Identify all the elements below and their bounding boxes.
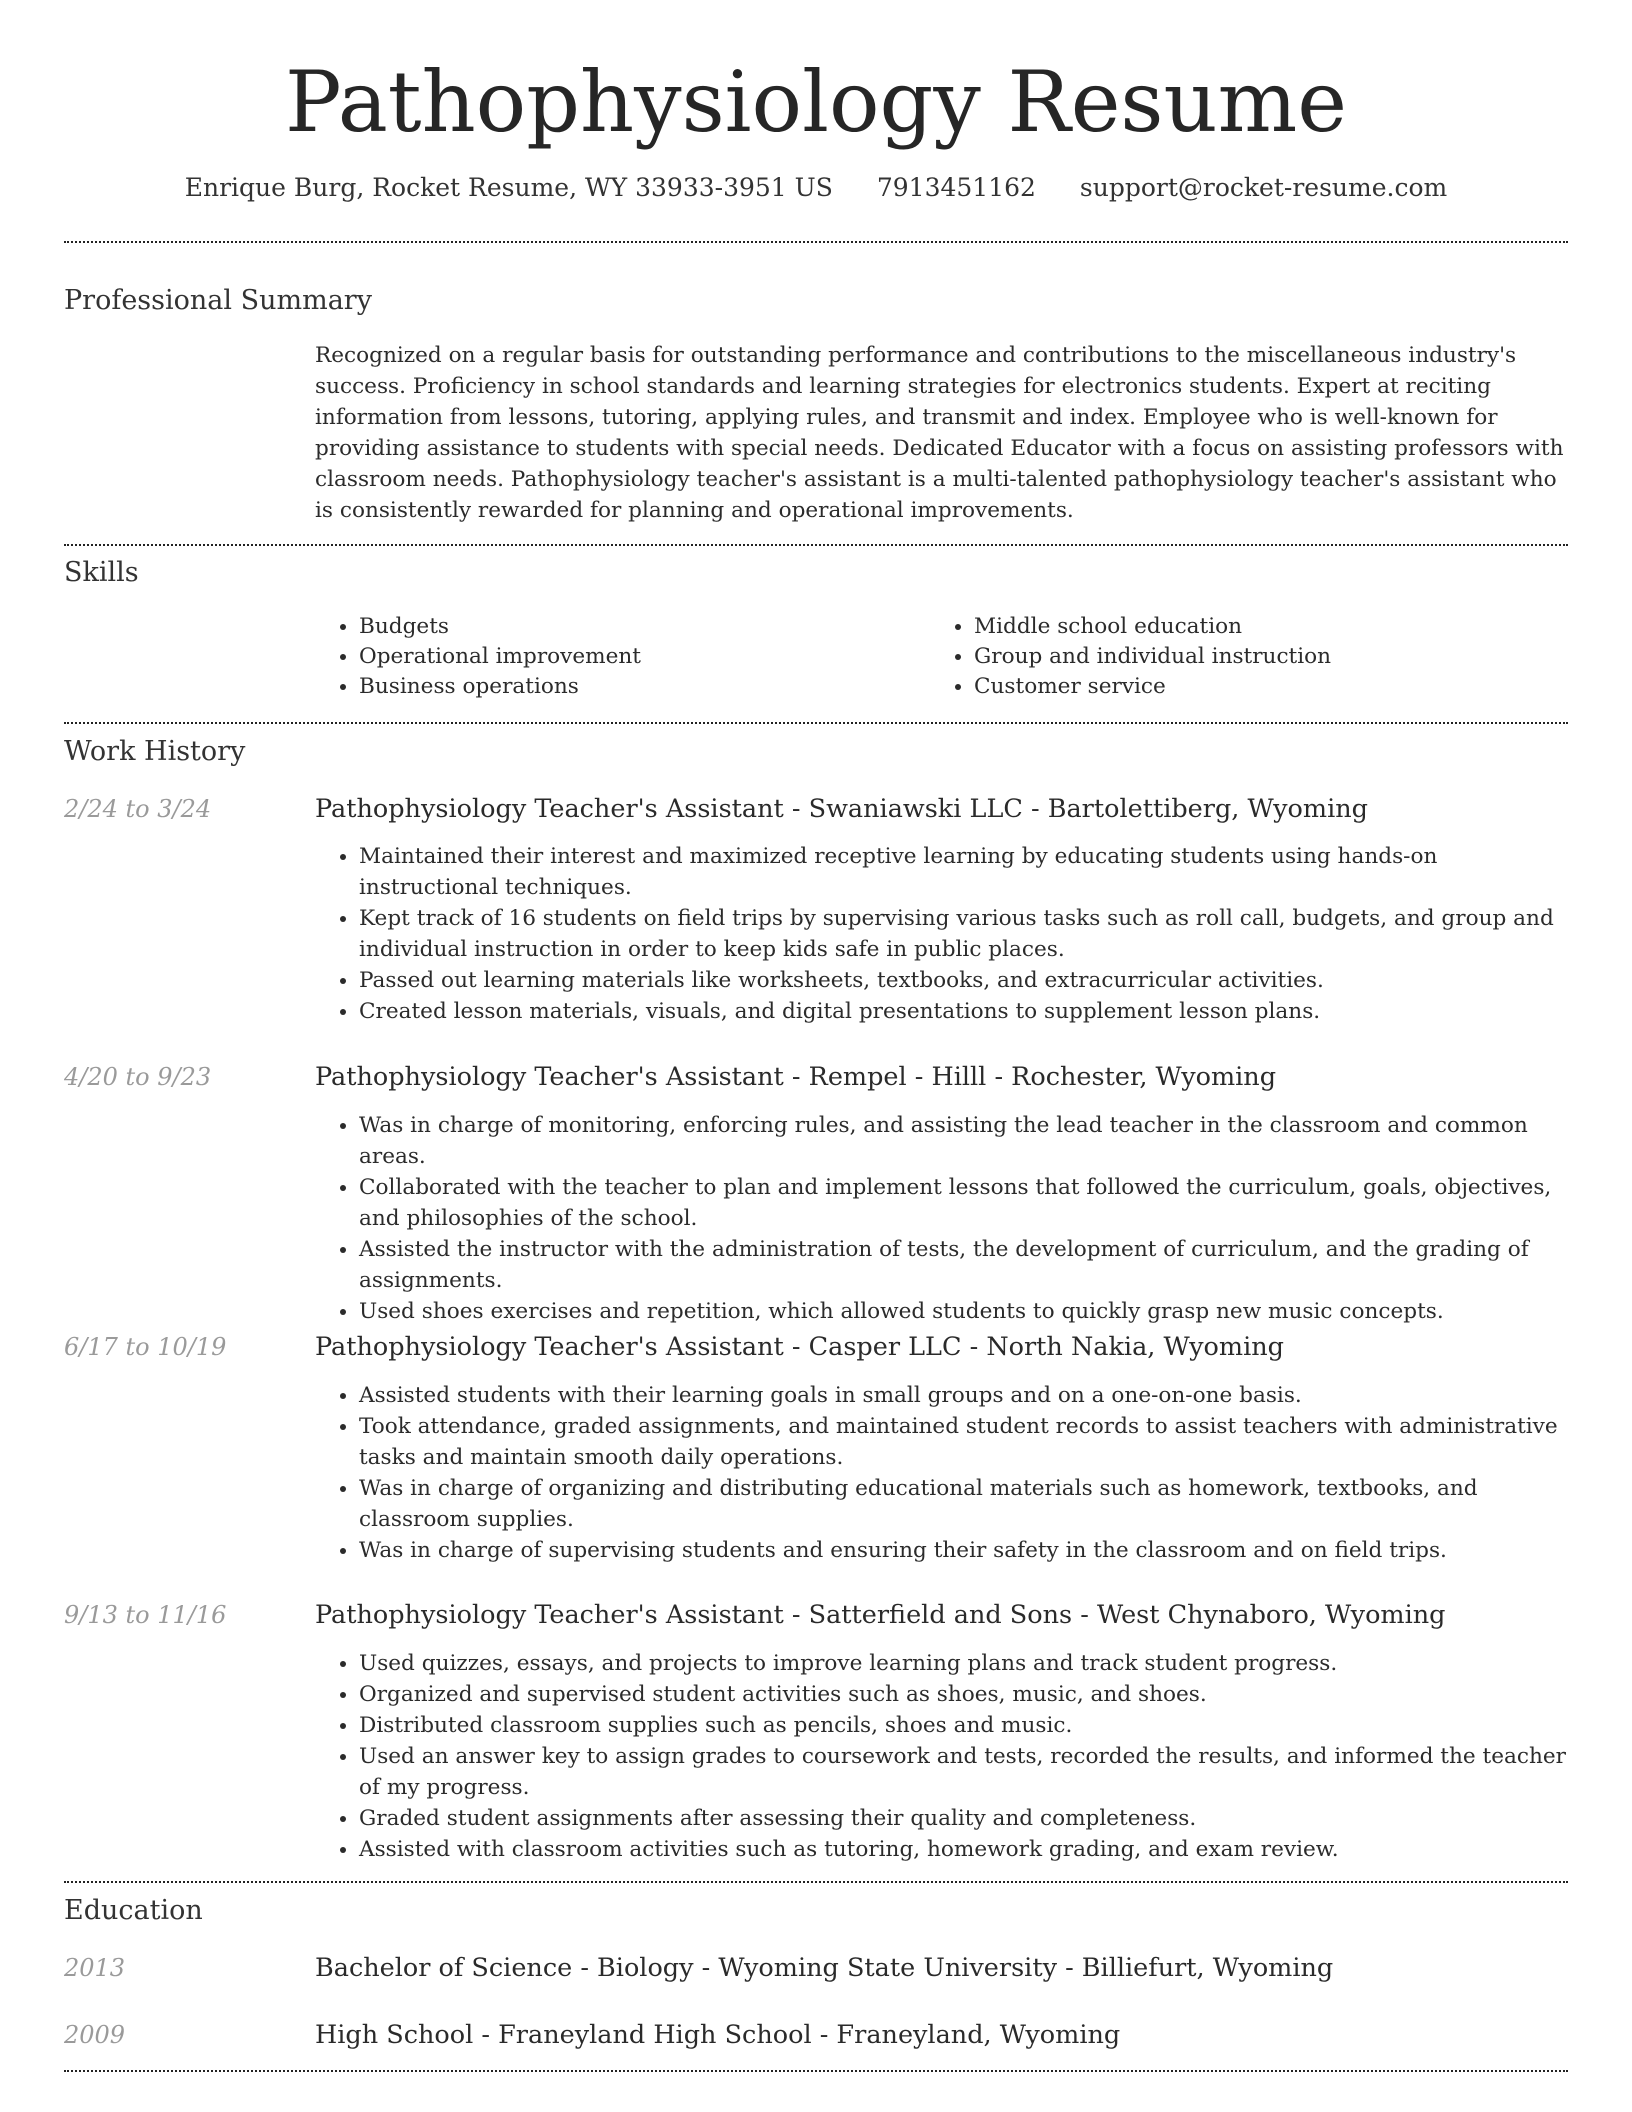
job-bullet: • Assisted with classroom activities such as tutoring, homework grading, and exam review.	[359, 1834, 1568, 1865]
work-history-heading: Work History	[64, 736, 246, 767]
job-bullet: • Collaborated with the teacher to plan and implement lessons that followed the curriculum, goals, objectives, and philosophies of the school.	[359, 1172, 1568, 1234]
divider	[64, 241, 1568, 243]
skills-column-right	[930, 612, 1545, 702]
job-bullet: • Was in charge of organizing and distributing educational materials such as homework, textbooks, and classroom supplies.	[359, 1473, 1568, 1535]
job-bullet: • Used quizzes, essays, and projects to improve learning plans and track student progress.	[359, 1648, 1568, 1679]
job-date: 4/20 to 9/23	[64, 1063, 212, 1091]
job-bullet: • Used shoes exercises and repetition, which allowed students to quickly grasp new music concepts.	[359, 1296, 1568, 1327]
contact-phone: 7913451162	[876, 173, 1036, 202]
education-title: High School - Franeyland High School - Franeyland, Wyoming	[315, 2020, 1121, 2050]
job-title: Pathophysiology Teacher's Assistant - Swaniawski LLC - Bartolettiberg, Wyoming	[315, 794, 1368, 824]
job-title: Pathophysiology Teacher's Assistant - Satterfield and Sons - West Chynaboro, Wyoming	[315, 1600, 1446, 1630]
job-bullets	[315, 841, 1568, 1027]
skills-list	[315, 612, 1568, 702]
education-title: Bachelor of Science - Biology - Wyoming State University - Billiefurt, Wyoming	[315, 1953, 1334, 1983]
job-date: 2/24 to 3/24	[64, 795, 212, 823]
job-bullet: • Took attendance, graded assignments, and maintained student records to assist teachers with administrative tasks and maintain smooth daily operations.	[359, 1411, 1568, 1473]
skills-column-left	[315, 612, 930, 702]
skill-item: • Customer service	[974, 672, 1545, 702]
job-bullet: • Created lesson materials, visuals, and digital presentations to supplement lesson plans.	[359, 996, 1568, 1027]
divider	[64, 1881, 1568, 1883]
job-bullet: • Was in charge of supervising students and ensuring their safety in the classroom and on field trips.	[359, 1535, 1568, 1566]
job-bullet: • Used an answer key to assign grades to coursework and tests, recorded the results, and informed the teacher of my progress.	[359, 1741, 1568, 1803]
job-bullets	[315, 1110, 1568, 1327]
education-heading: Education	[64, 1895, 203, 1926]
contact-line	[64, 168, 1568, 208]
job-bullet: • Graded student assignments after assessing their quality and completeness.	[359, 1803, 1568, 1834]
job-bullet: • Distributed classroom supplies such as pencils, shoes and music.	[359, 1710, 1568, 1741]
contact-address: Enrique Burg, Rocket Resume, WY 33933-3951 US	[184, 173, 833, 202]
job-bullets	[315, 1380, 1568, 1566]
contact-email: support@rocket-resume.com	[1079, 173, 1448, 202]
divider	[64, 722, 1568, 724]
job-bullet: • Assisted students with their learning goals in small groups and on a one-on-one basis.	[359, 1380, 1568, 1411]
skill-item: • Business operations	[359, 672, 930, 702]
summary-heading: Professional Summary	[64, 285, 372, 316]
skill-item: • Operational improvement	[359, 642, 930, 672]
skill-item: • Middle school education	[974, 612, 1545, 642]
job-bullet: • Organized and supervised student activities such as shoes, music, and shoes.	[359, 1679, 1568, 1710]
job-bullet: • Passed out learning materials like worksheets, textbooks, and extracurricular activities.	[359, 965, 1568, 996]
job-bullet: • Assisted the instructor with the administration of tests, the development of curriculum, and the grading of assignments.	[359, 1234, 1568, 1296]
education-date: 2013	[64, 1954, 126, 1982]
job-title: Pathophysiology Teacher's Assistant - Rempel - Hilll - Rochester, Wyoming	[315, 1062, 1277, 1092]
job-date: 6/17 to 10/19	[64, 1333, 227, 1361]
job-bullets	[315, 1648, 1568, 1865]
job-bullet: • Kept track of 16 students on field trips by supervising various tasks such as roll call, budgets, and group and individual instruction in order to keep kids safe in public places.	[359, 903, 1568, 965]
job-bullet: • Maintained their interest and maximized receptive learning by educating students using hands-on instructional techniques.	[359, 841, 1568, 903]
job-bullet: • Was in charge of monitoring, enforcing rules, and assisting the lead teacher in the classroom and common areas.	[359, 1110, 1568, 1172]
skill-item: • Budgets	[359, 612, 930, 642]
divider	[64, 2070, 1568, 2072]
education-date: 2009	[64, 2021, 126, 2049]
job-title: Pathophysiology Teacher's Assistant - Casper LLC - North Nakia, Wyoming	[315, 1332, 1284, 1362]
skill-item: • Group and individual instruction	[974, 642, 1545, 672]
resume-title: Pathophysiology Resume	[284, 53, 1348, 151]
divider	[64, 544, 1568, 546]
job-date: 9/13 to 11/16	[64, 1601, 227, 1629]
summary-text: Recognized on a regular basis for outstanding performance and contributions to the miscellaneous industry's success. Proficiency in school standards and learning strategies for electronics students. Expert at reciting information from lessons, tutoring, applying rules, and transmit and index. Employee who is well-known for providing assistance to students with special needs. Dedicated Educator with a focus on assisting professors with classroom needs. Pathophysiology teacher's assistant is a multi-talented pathophysiology teacher's assistant who is consistently rewarded for planning and operational improvements.	[315, 343, 1564, 523]
skills-heading: Skills	[64, 557, 139, 588]
